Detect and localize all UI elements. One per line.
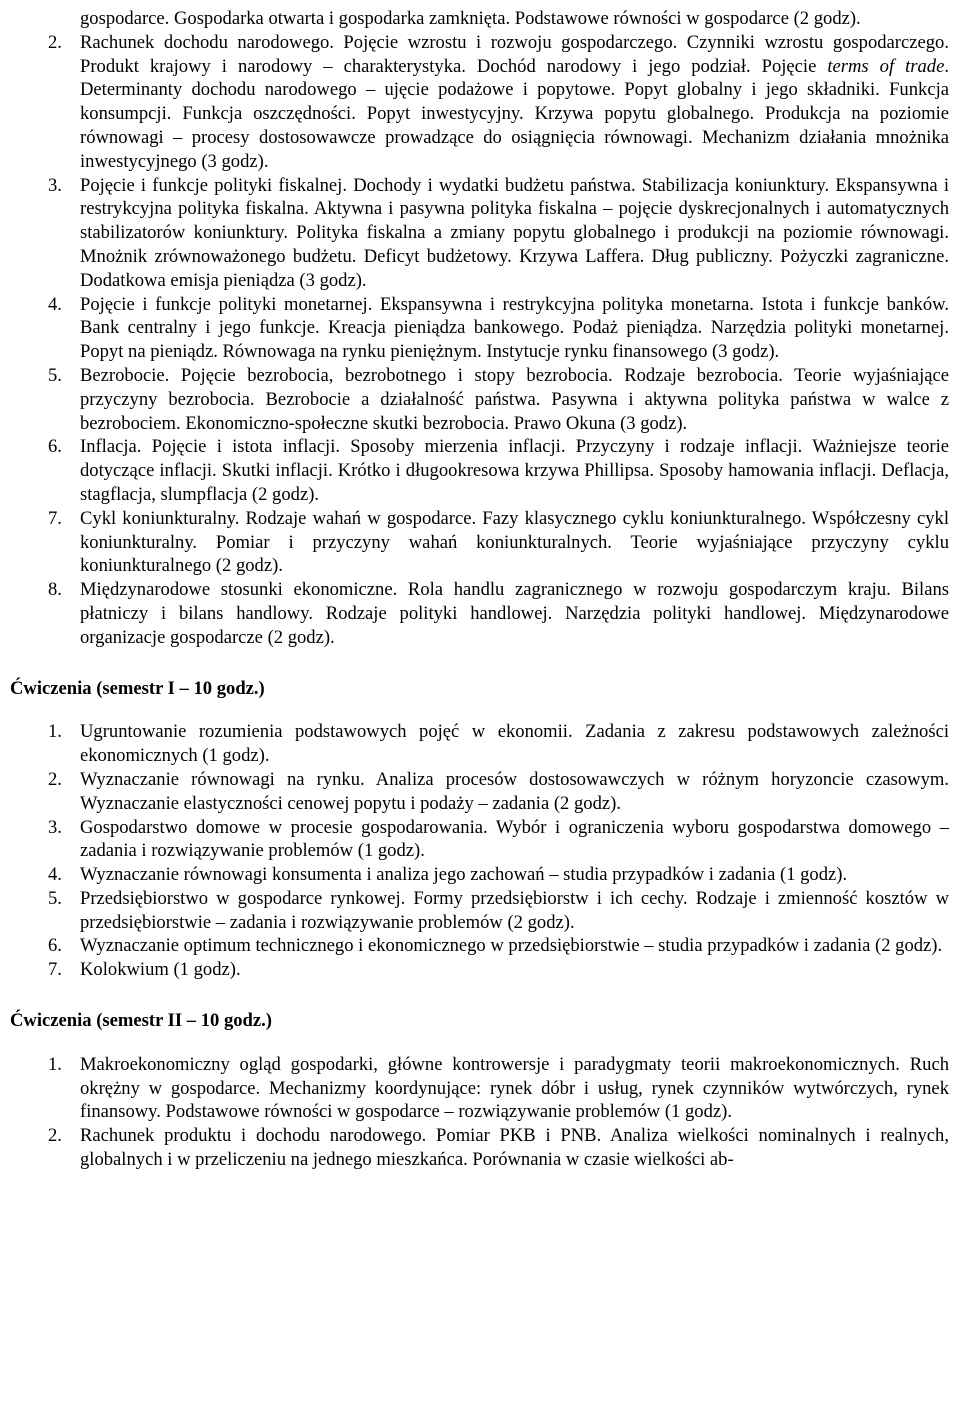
exercises-sem1-list <box>10 720 949 982</box>
topic-text: Pojęcie i funkcje polityki monetarnej. Ekspansywna i restrykcyjna polityka monetarna. Istota i funkcje banków. Bank centralny i jego funkcje. Kreacja pieniądza bankowego. Podaż pieniądza. Narzędzia polityki monetarnej. Popyt na pieniądz. Równowaga na rynku pieniężnym. Instytucje rynku finansowego (3 godz). <box>80 293 949 363</box>
topic-text: Cykl koniunkturalny. Rodzaje wahań w gospodarce. Fazy klasycznego cyklu koniunkturalnego. Współczesny cykl koniunkturalny. Pomiar i przyczyny wahań koniunkturalnych. Teorie wyjaśniające przyczyny cyklu koniunkturalnego (2 godz). <box>80 507 949 577</box>
list-number: 1. <box>48 1053 62 1075</box>
list-item <box>10 816 949 864</box>
list-item <box>10 720 949 768</box>
item-text: Makroekonomiczny ogląd gospodarki, główne kontrowersje i paradygmaty teorii makroekonomicznych. Ruch okrężny w gospodarce. Mechanizmy koordynujące: rynek dóbr i usług, rynek czynników wytwórczych, rynek finansowy. Podstawowe równości w gospodarce – rozwiązywanie problemów (1 godz). <box>80 1053 949 1123</box>
section-heading-sem1: Ćwiczenia (semestr I – 10 godz.) <box>10 677 265 699</box>
item-text: Wyznaczanie równowagi na rynku. Analiza procesów dostosowawczych w różnym horyzoncie czasowym. Wyznaczanie elastyczności cenowej popytu i podaży – zadania (2 godz). <box>80 768 949 814</box>
topic-text: Bezrobocie. Pojęcie bezrobocia, bezrobotnego i stopy bezrobocia. Rodzaje bezrobocia. Teorie wyjaśniające przyczyny bezrobocia. Bezrobocie a działalność państwa. Pasywna i aktywna polityka państwa w walce z bezrobociem. Ekonomiczno-społeczne skutki bezrobocia. Prawo Okuna (3 godz). <box>80 364 949 434</box>
list-number: 6. <box>48 436 62 458</box>
list-number: 6. <box>48 935 62 957</box>
list-item <box>10 1053 949 1124</box>
item-text: Wyznaczanie równowagi konsumenta i analiza jego zachowań – studia przypadków i zadania (1 godz). <box>80 864 848 886</box>
lecture-topic-8 <box>10 578 949 649</box>
list-number: 3. <box>48 816 62 838</box>
list-number: 2. <box>48 768 62 790</box>
item-text: Ugruntowanie rozumienia podstawowych pojęć w ekonomii. Zadania z zakresu podstawowych zależności ekonomicznych (1 godz). <box>80 721 949 767</box>
list-item <box>10 887 949 935</box>
topic-term: terms of trade <box>827 55 945 77</box>
list-item <box>10 1124 949 1172</box>
list-number: 3. <box>48 174 62 196</box>
item-text: Przedsiębiorstwo w gospodarce rynkowej. Formy przedsiębiorstw i ich cechy. Rodzaje i zmienność kosztów w przedsiębiorstwie – zadania i rozwiązywanie problemów (2 godz). <box>80 887 949 933</box>
list-number: 7. <box>48 959 62 981</box>
list-item <box>10 863 949 887</box>
topic-text: Rachunek dochodu narodowego. Pojęcie wzrostu i rozwoju gospodarczego. Czynniki wzrostu gospodarczego. Produkt krajowy i narodowy – charakterystyka. Dochód narodowy i jego podział. Pojęcie <box>80 31 949 77</box>
lecture-topics-list <box>10 31 949 650</box>
item-text: Kolokwium (1 godz). <box>80 959 241 981</box>
lecture-topic-3 <box>10 174 949 293</box>
lecture-topic-6 <box>10 435 949 506</box>
list-item <box>10 768 949 816</box>
list-number: 2. <box>48 1125 62 1147</box>
list-item <box>10 934 949 958</box>
list-number: 1. <box>48 721 62 743</box>
item-text: Wyznaczanie optimum technicznego i ekonomicznego w przedsiębiorstwie – studia przypadków i zadania (2 godz). <box>80 935 943 957</box>
lecture-topic-4 <box>10 293 949 364</box>
lecture-continuation: gospodarce. Gospodarka otwarta i gospodarka zamknięta. Podstawowe równości w gospodarce (2 godz). <box>80 8 861 29</box>
topic-text: Międzynarodowe stosunki ekonomiczne. Rola handlu zagranicznego w rozwoju gospodarczym kraju. Bilans płatniczy i bilans handlowy. Rodzaje polityki handlowej. Narzędzia polityki handlowej. Międzynarodowe organizacje gospodarcze (2 godz). <box>80 579 949 648</box>
list-number: 8. <box>48 579 62 601</box>
list-number: 5. <box>48 364 62 386</box>
lecture-topic-2 <box>10 31 949 174</box>
item-text: Rachunek produktu i dochodu narodowego. Pomiar PKB i PNB. Analiza wielkości nominalnych i realnych, globalnych i w przeliczeniu na jednego mieszkańca. Porównania w czasie wielkości ab- <box>80 1125 949 1171</box>
section-heading-sem2: Ćwiczenia (semestr II – 10 godz.) <box>10 1010 272 1032</box>
exercises-sem2-list <box>10 1053 949 1172</box>
topic-text: Pojęcie i funkcje polityki fiskalnej. Dochody i wydatki budżetu państwa. Stabilizacja koniunktury. Ekspansywna i restrykcyjna polityka fiskalna. Aktywna i pasywna polityka fiskalna – pojęcie dyskrecjonalnych i automatycznych stabilizatorów koniunktury. Polityka fiskalna a zmiany popytu globalnego i produkcji na poziomie równowagi. Mnożnik zrównoważonego budżetu. Deficyt budżetowy. Krzywa Laffera. Dług publiczny. Pożyczki zagraniczne. Dodatkowa emisja pieniądza (3 godz). <box>80 174 949 291</box>
list-number: 4. <box>48 293 62 315</box>
list-item <box>10 958 949 982</box>
list-number: 5. <box>48 887 62 909</box>
list-number: 7. <box>48 507 62 529</box>
list-number: 4. <box>48 864 62 886</box>
list-number: 2. <box>48 31 62 53</box>
item-text: Gospodarstwo domowe w procesie gospodarowania. Wybór i ograniczenia wyboru gospodarstwa domowego – zadania i rozwiązywanie problemów (1 godz). <box>80 816 949 862</box>
lecture-topic-5 <box>10 364 949 435</box>
topic-text-cont: . Determinanty dochodu narodowego – ujęcie podażowe i popytowe. Popyt globalny i jego składniki. Funkcja konsumpcji. Funkcja oszczędności. Popyt inwestycyjny. Krzywa popytu globalnego. Produkcja na poziomie równowagi – procesy dostosowawcze prowadzące do osiągnięcia równowagi. Mechanizm działania mnożnika inwestycyjnego (3 godz). <box>80 55 950 172</box>
topic-text: Inflacja. Pojęcie i istota inflacji. Sposoby mierzenia inflacji. Przyczyny i rodzaje inflacji. Ważniejsze teorie dotyczące inflacji. Skutki inflacji. Krótko i długookresowa krzywa Phillipsa. Sposoby hamowania inflacji. Deflacja, stagflacja, slumpflacja (2 godz). <box>80 436 949 505</box>
lecture-topic-7 <box>10 507 949 578</box>
